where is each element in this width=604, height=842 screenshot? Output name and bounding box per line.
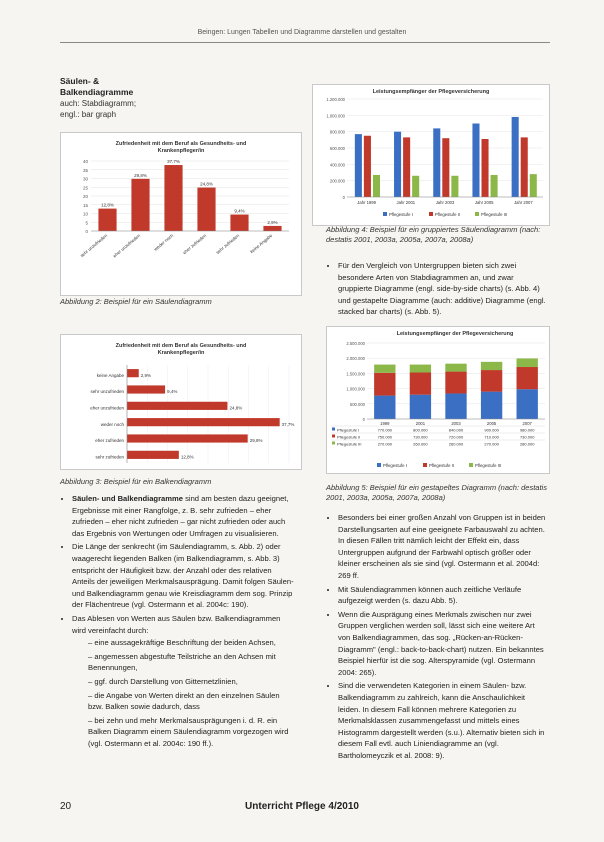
bar	[451, 176, 458, 197]
table-cell: 270.000	[377, 441, 393, 447]
bar	[230, 215, 248, 231]
y-tick-label: weder noch	[100, 421, 124, 427]
y-tick-label: 500.000	[349, 401, 365, 407]
legend-swatch	[429, 212, 433, 216]
legend-label: Pflegestufe III	[475, 463, 502, 468]
bar	[530, 174, 537, 197]
table-cell: 800.000	[413, 427, 428, 433]
legend-label: Pflegestufe III	[481, 212, 508, 217]
x-tick-label: Jahr 2001	[396, 200, 416, 205]
grouped-chart-box	[312, 84, 550, 226]
page-number: 20	[60, 801, 72, 812]
bar-segment	[517, 359, 538, 368]
data-label: 29,8%	[134, 172, 147, 178]
y-tick-label: 1.000.000	[346, 386, 365, 392]
x-tick-label: eher unzufrieden	[112, 232, 142, 259]
x-tick-label: Jahr 2003	[435, 200, 455, 205]
data-label: 2,9%	[140, 372, 152, 378]
bullet-text: Die Länge der senkrecht (im Säulendiagramm, s. Abb. 2) oder waagerecht liegenden Balken (im Balkendiagramm, s. Abb. 3) entspricht der Häufigkeit bzw. der Anzahl oder des relativen Anteils der jeweiligen Merkmalsausprägung. Damit folgen Säulen- und Balkendiagramm genau wie Kreisdiagramm dem sog. Prinzip der Flächentreue (vgl. Ostermann et al. 2004c: 190).	[72, 542, 294, 610]
x-tick-label: keine Angabe	[249, 232, 274, 255]
bar	[491, 175, 498, 197]
bar-segment	[374, 365, 395, 373]
list-item: • Sind die verwendeten Kategorien in einem Säulen- bzw. Balkendiagramm zu zahlreich, kann die Anschaulichkeit leiden. In diesem Fall können mehrere Kategorien zu Merkmalsklassen zusammengefasst und mittels eines Histogramm dargestellt werden (s.u.). Alternativ bieten sich in diesem Fall evtl. auch Liniendiagramme an (vgl. Bartholomeyczik et al. 2008: 9).	[338, 680, 548, 761]
y-tick-label: 25	[82, 185, 88, 191]
y-tick-label: eher unzufrieden	[90, 405, 124, 411]
grouped-column-chart	[313, 85, 549, 225]
sub-list-item: – ggf. durch Darstellung von Gitternetzlinien,	[88, 676, 296, 688]
x-tick-label: Jahr 1999	[357, 200, 376, 205]
legend-label: Pflegestufe II	[435, 212, 461, 217]
legend-swatch	[423, 463, 427, 467]
bar	[127, 369, 139, 377]
table-cell: 900.000	[484, 427, 499, 433]
bar	[127, 385, 165, 393]
sub-list-item: – bei zehn und mehr Merkmalsausprägungen i. d. R. ein Balken Diagramm einem Säulendiagramm vorgezogen wird (vgl. Ostermann et al. 2004c: 190 ff.).	[88, 715, 296, 750]
bar-segment	[374, 373, 395, 396]
list-item: • Für den Vergleich von Untergruppen bieten sich zwei besondere Arten von Stabdiagrammen an, und zwar gruppierte Diagramme (engl. side-by-side charts) (s. Abb. 4) und gestapelte Diagramme (auch: additive) Diagramme (engl. stacked bar charts) (s. Abb. 5).	[338, 260, 548, 318]
y-tick-label: eher zufrieden	[95, 438, 124, 444]
data-label: 24,8%	[200, 181, 213, 187]
x-tick-label: sehr zufrieden	[215, 232, 241, 256]
caption-fig3: Abbildung 3: Beispiel für ein Balkendiagramm	[60, 477, 212, 486]
y-tick-label: keine Angabe	[96, 372, 124, 378]
sub-list-item: – angemessen abgestufte Teilstriche an den Achsen mit Benennungen,	[88, 651, 296, 674]
bar	[472, 124, 479, 198]
y-tick-label: 2.500.000	[346, 341, 365, 346]
magazine-title: Unterricht Pflege 4/2010	[245, 801, 359, 812]
bar-chart	[61, 335, 301, 469]
y-tick-label: 40	[82, 159, 88, 164]
x-tick-label: 2003	[451, 421, 461, 426]
bullet-text: sind am besten dazu geeignet, Ergebnisse mit einer Rangfolge, z. B. sehr zufrieden – eher zufrieden – eher nicht zufrieden – gar nicht zufrieden oder auch das Ergebnis von Wertungen oder Umfragen zu visualisieren.	[72, 494, 289, 538]
x-tick-label: sehr unzufrieden	[79, 232, 109, 259]
data-label: 9,4%	[234, 208, 245, 214]
data-label: 9,4%	[167, 389, 178, 395]
data-label: 37,7%	[281, 421, 295, 427]
x-tick-label: eher zufrieden	[181, 232, 208, 256]
y-tick-label: sehr zufrieden	[95, 454, 124, 460]
caption-fig5: Abbildung 5: Beispiel für ein gestapeltes Diagramm (nach: destatis 2001, 2003a, 2005a, 2007a, 2008a)	[326, 483, 547, 502]
y-tick-label: sehr unzufrieden	[90, 389, 124, 395]
chart-title: Leistungsempfänger der Pflegeversicherung	[396, 331, 514, 337]
bar	[512, 117, 519, 197]
stacked-chart-box	[326, 326, 550, 474]
column-chart-box	[60, 132, 302, 296]
x-tick-label: weder noch	[153, 232, 175, 252]
bar	[127, 434, 248, 442]
x-tick-label: Jahr 2005	[474, 200, 494, 205]
table-cell: 730.000	[413, 434, 428, 440]
x-tick-label: 2001	[415, 421, 426, 426]
legend-swatch	[475, 212, 479, 216]
right-bottom-text	[326, 512, 548, 763]
y-tick-label: 1.200.000	[326, 97, 345, 102]
bar-segment	[481, 362, 502, 370]
bar-segment	[445, 364, 466, 372]
chart-title: Leistungsempfänger der Pflegeversicherung	[372, 89, 490, 95]
table-cell: 770.000	[377, 427, 393, 433]
chart-title: Krankenpfleger/in	[157, 148, 205, 154]
bar-segment	[410, 395, 431, 419]
table-cell: 710.000	[484, 434, 499, 440]
bar	[433, 128, 440, 197]
bar	[373, 175, 380, 197]
chart-title: Krankenpfleger/in	[157, 350, 205, 356]
data-label: 29,8%	[249, 438, 263, 444]
data-label: 2,9%	[267, 219, 278, 225]
chart-title: Zufriedenheit mit dem Beruf als Gesundheits- und	[115, 343, 247, 349]
stacked-column-chart	[327, 327, 549, 473]
header-rule	[60, 42, 550, 43]
table-swatch	[332, 442, 335, 445]
bar-segment	[374, 396, 395, 419]
table-cell: 840.000	[448, 427, 464, 433]
bar	[164, 165, 182, 231]
y-tick-label: 0	[362, 417, 365, 422]
right-top-text	[326, 260, 548, 320]
y-tick-label: 0	[85, 229, 88, 234]
data-label: 24,8%	[229, 405, 243, 411]
data-label: 37,7%	[167, 159, 180, 165]
legend-label: Pflegestufe I	[389, 212, 413, 217]
x-tick-label: Jahr 2007	[514, 200, 533, 205]
bar	[197, 188, 215, 231]
caption-fig2: Abbildung 2: Beispiel für ein Säulendiagramm	[60, 297, 212, 306]
list-item	[72, 613, 296, 750]
bar-segment	[481, 392, 502, 419]
bar	[98, 209, 116, 231]
table-swatch	[332, 435, 335, 438]
table-cell: 260.000	[413, 441, 428, 447]
legend-swatch	[383, 212, 387, 216]
legend-swatch	[469, 463, 473, 467]
list-item: • Wenn die Ausprägung eines Merkmals zwischen nur zwei Gruppen verglichen werden soll, lässt sich eine weitere Art von Balkendiagrammen, das sog. „Rücken-an-Rücken-Diagramm" (engl.: back-to-back-chart) nutzen. Ein bekanntes Beispiel hierfür ist die sog. Alterspyramide (vgl. Ostermann 2004: 265).	[338, 609, 548, 679]
bar-segment	[410, 365, 431, 373]
left-column-text	[60, 493, 296, 751]
sub-list-item: – eine aussagekräftige Beschriftung der beiden Achsen,	[88, 637, 296, 649]
table-swatch	[332, 428, 335, 431]
y-tick-label: 800.000	[329, 129, 345, 135]
table-cell: 270.000	[484, 441, 499, 447]
table-cell: 980.000	[519, 427, 535, 433]
table-row-label: Pflegestufe II	[337, 434, 361, 440]
bar-segment	[517, 367, 538, 389]
sub-bullet-list	[72, 637, 296, 749]
bar	[521, 137, 528, 197]
bar-segment	[445, 372, 466, 394]
legend-swatch	[377, 463, 381, 467]
bar	[481, 139, 488, 197]
table-cell: 750.000	[377, 434, 393, 440]
caption-fig4: Abbildung 4: Beispiel für ein gruppiertes Säulendiagramm (nach: destatis 2001, 2003a, 2005a, 2007a, 2008a)	[326, 225, 541, 244]
y-tick-label: 200.000	[329, 178, 345, 184]
y-tick-label: 10	[82, 211, 88, 217]
x-tick-label: 1999	[380, 421, 390, 426]
list-item	[72, 493, 296, 539]
table-cell: 730.000	[519, 434, 535, 440]
bar	[394, 132, 401, 197]
y-tick-label: 1.500.000	[346, 371, 365, 377]
right-bullet-list	[326, 512, 548, 761]
y-tick-label: 2.000.000	[346, 356, 365, 362]
table-row-label: Pflegestufe I	[337, 427, 360, 433]
table-row-label: Pflegestufe III	[337, 441, 362, 447]
bar-segment	[445, 393, 466, 419]
y-tick-label: 1.000.000	[326, 113, 345, 119]
bar	[442, 138, 449, 197]
list-item: • Mit Säulendiagrammen können auch zeitliche Verläufe aufgezeigt werden (s. dazu Abb. 5).	[338, 584, 548, 607]
section-alias-2: engl.: bar graph	[60, 110, 117, 119]
legend-label: Pflegestufe I	[383, 463, 407, 468]
bar-segment	[410, 372, 431, 394]
section-alias-1: auch: Stabdiagramm;	[60, 99, 137, 108]
bar	[127, 402, 227, 410]
x-tick-label: 2005	[486, 421, 497, 426]
bar-segment	[481, 370, 502, 392]
y-tick-label: 400.000	[329, 162, 345, 168]
bar	[355, 134, 362, 197]
data-label: 12,8%	[101, 202, 114, 208]
bar	[131, 179, 149, 231]
table-cell: 720.000	[448, 434, 464, 440]
bar-chart-box	[60, 334, 302, 470]
list-item: • Besonders bei einer großen Anzahl von Gruppen ist in beiden Darstellungsarten auf eine geeignete Farbauswahl zu achten. In diesen Fällen tritt nämlich leicht der Effekt ein, dass Untergruppen aufgrund der Farbwahl optisch größer oder kleiner erscheinen als sie sind (vgl. Ostermann et al. 2004d: 269 ff.	[338, 512, 548, 582]
y-tick-label: 5	[85, 220, 88, 226]
bar	[364, 136, 371, 197]
y-tick-label: 0	[342, 195, 345, 200]
sub-list-item: – die Angabe von Werten direkt an den einzelnen Säulen bzw. Balken sowie dadurch, dass	[88, 690, 296, 713]
legend-label: Pflegestufe II	[429, 463, 455, 468]
section-title-line1: Säulen- &	[60, 76, 100, 86]
y-tick-label: 35	[82, 167, 88, 173]
y-tick-label: 15	[82, 202, 88, 208]
section-title-line2: Balkendiagramme	[60, 87, 134, 97]
bar	[127, 418, 280, 426]
y-tick-label: 600.000	[329, 146, 345, 151]
bullet-text: Das Ablesen von Werten aus Säulen bzw. Balkendiagrammen wird vereinfacht durch:	[72, 613, 281, 635]
bar	[403, 137, 410, 197]
running-head: Beingen: Lungen Tabellen und Diagramme darstellen und gestalten	[197, 29, 407, 36]
table-cell: 260.000	[448, 441, 464, 447]
bar	[127, 451, 179, 459]
table-cell: 280.000	[519, 441, 535, 447]
bar-segment	[517, 389, 538, 419]
right-top-list	[326, 260, 548, 318]
column-chart	[61, 133, 301, 295]
y-tick-label: 20	[82, 194, 88, 199]
bullet-bold: Säulen- und Balkendiagramme	[72, 494, 183, 503]
section-heading	[60, 76, 220, 120]
bar	[412, 176, 419, 197]
list-item	[72, 541, 296, 611]
x-tick-label: 2007	[522, 421, 532, 426]
chart-title: Zufriedenheit mit dem Beruf als Gesundheits- und	[115, 141, 247, 147]
data-label: 12,8%	[180, 454, 194, 460]
left-bullet-list	[60, 493, 296, 749]
bar	[263, 226, 281, 231]
y-tick-label: 30	[82, 176, 88, 182]
